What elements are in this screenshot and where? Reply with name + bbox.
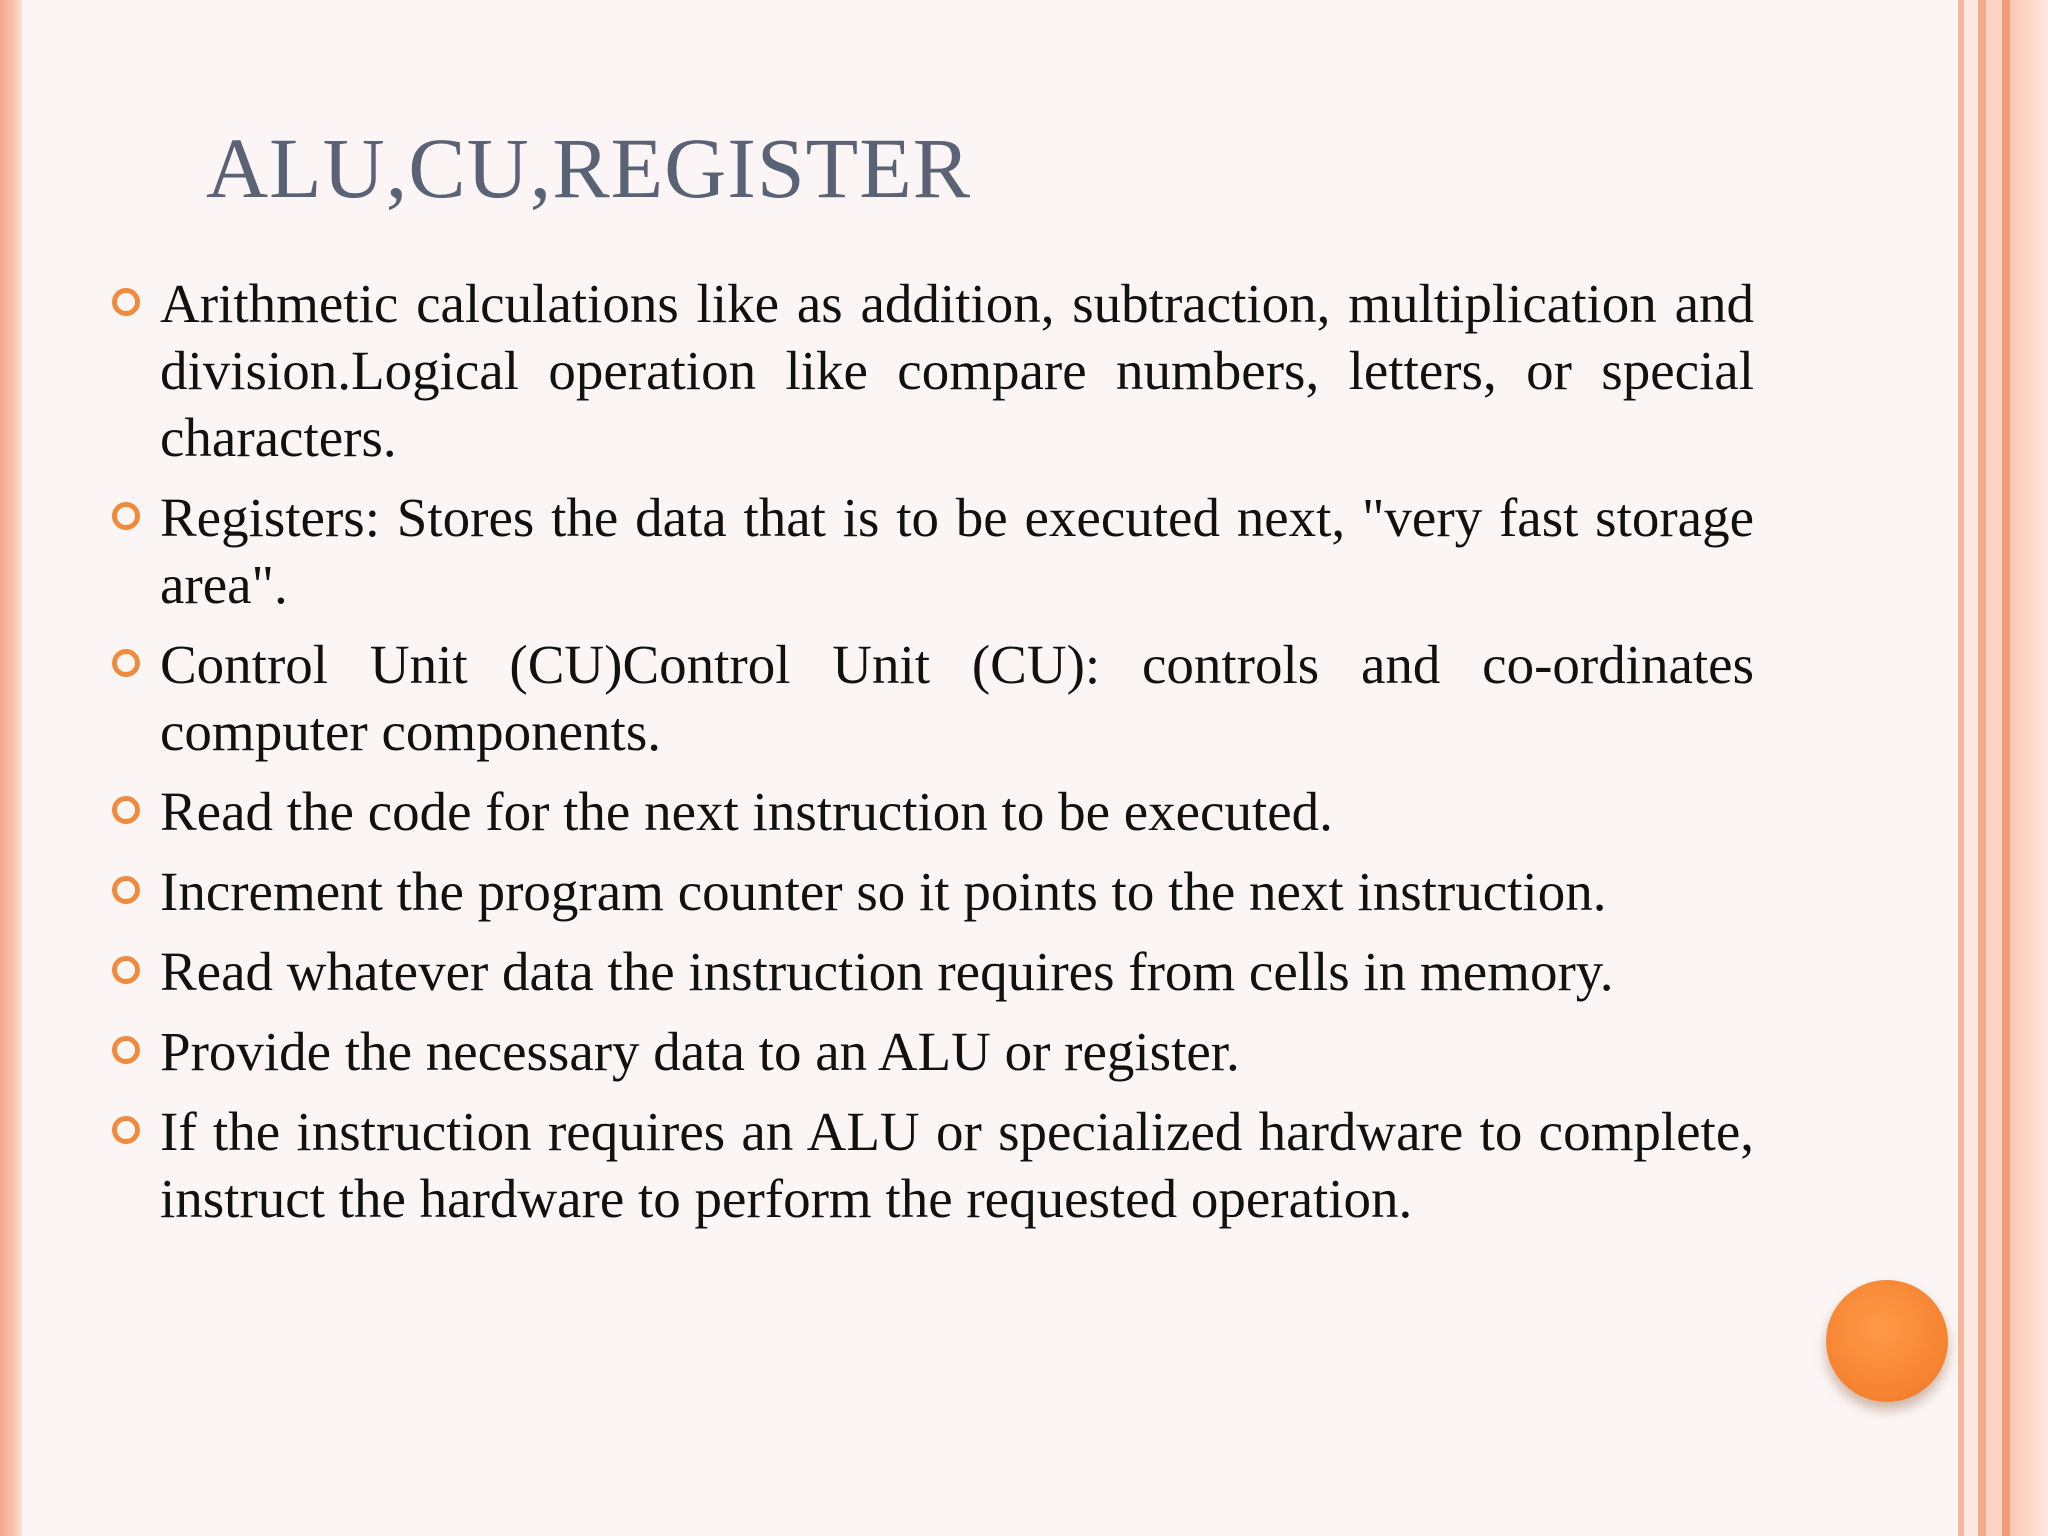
bullet-item	[104, 858, 1754, 925]
bullet-text: Provide the necessary data to an ALU or register.	[160, 1021, 1240, 1082]
right-border-stripe	[2002, 0, 2010, 1536]
bullet-text: If the instruction requires an ALU or specialized hardware to complete, instruct the hardware to perform the requested operation.	[160, 1101, 1754, 1229]
left-border-decoration	[0, 0, 22, 1536]
bullet-circle-icon	[112, 796, 140, 824]
bullet-item	[104, 484, 1754, 618]
bullet-text: Increment the program counter so it points to the next instruction.	[160, 861, 1607, 922]
right-border-stripe	[1986, 0, 2002, 1536]
bullet-circle-icon	[112, 956, 140, 984]
bullet-item	[104, 631, 1754, 765]
bullet-circle-icon	[112, 502, 140, 530]
bullet-item	[104, 270, 1754, 471]
orange-circle-decoration	[1826, 1280, 1948, 1402]
bullet-text: Registers: Stores the data that is to be executed next, "very fast storage area".	[160, 487, 1754, 615]
bullet-item	[104, 1018, 1754, 1085]
slide-title: ALU,CU,REGISTER	[206, 120, 972, 216]
right-border-stripe	[1978, 0, 1986, 1536]
bullet-circle-icon	[112, 649, 140, 677]
bullet-list	[104, 270, 1754, 1245]
bullet-circle-icon	[112, 1036, 140, 1064]
bullet-text: Control Unit (CU)Control Unit (CU): controls and co-ordinates computer components.	[160, 634, 1754, 762]
right-border-stripe	[2010, 0, 2048, 1536]
bullet-text: Read whatever data the instruction requires from cells in memory.	[160, 941, 1614, 1002]
bullet-text: Arithmetic calculations like as addition, subtraction, multiplication and division.Logical operation like compare numbers, letters, or special characters.	[160, 273, 1754, 468]
bullet-circle-icon	[112, 288, 140, 316]
bullet-text: Read the code for the next instruction to be executed.	[160, 781, 1333, 842]
right-border-stripe	[1964, 0, 1978, 1536]
bullet-circle-icon	[112, 1116, 140, 1144]
bullet-item	[104, 778, 1754, 845]
bullet-circle-icon	[112, 876, 140, 904]
bullet-item	[104, 938, 1754, 1005]
bullet-item	[104, 1098, 1754, 1232]
